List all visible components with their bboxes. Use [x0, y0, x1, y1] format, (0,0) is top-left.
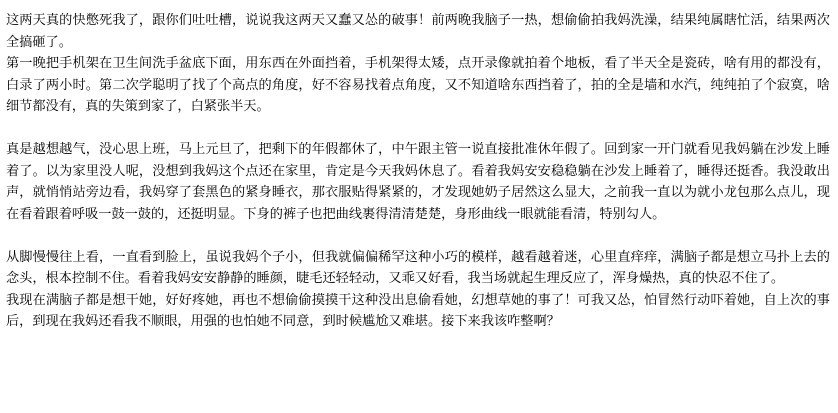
paragraph-spacer: [6, 225, 830, 247]
paragraph-2: 第一晚把手机架在卫生间洗手盆底下面，用东西在外面挡着，手机架得太矮，点开录像就拍着个地板，看了半天全是瓷砖，啥有用的都没有，白录了两小时。第二次学聪明了找了个高点的角度，好不容易找着点角度，又不知道啥东西挡着了，拍的全是墙和水汽，纯纯拍了个寂寞，啥细节都没有，真的失策到家了，白紧张半天。: [6, 56, 830, 114]
paragraph-3: 真是越想越气，没心思上班，马上元旦了，把剩下的年假都休了，中午跟主管一说直接批准休年假了。回到家一开门就看见我妈躺在沙发上睡着了。以为家里没人呢，没想到我妈这个点还在家里，肯定是今天我妈休息了。看着我妈安安稳稳躺在沙发上睡着了，睡得还挺香。我没敢出声，就悄悄站旁边看，我妈穿了套黑色的紧身睡衣，那衣服贴得紧紧的，才发现她奶子居然这么显大，之前我一直以为就小龙包那么点儿，现在看着跟着呼吸一鼓一鼓的，还挺明显。下身的裤子也把曲线裹得清清楚楚，身形曲线一眼就能看清，特别勾人。: [6, 142, 830, 222]
paragraph-4: 从脚慢慢往上看，一直看到脸上，虽说我妈个子小，但我就偏偏稀罕这种小巧的模样，越看越着迷，心里直痒痒，满脑子都是想立马扑上去的念头，根本控制不住。看着我妈安安静静的睡颜，睫毛还轻轻动，又乖又好看，我当场就起生理反应了，浑身燥热，真的快忍不住了。: [6, 249, 830, 286]
paragraph-spacer: [6, 118, 830, 140]
paragraph-5: 我现在满脑子都是想干她，好好疼她，再也不想偷偷摸摸干这种没出息偷看她，幻想草她的事了！可我又怂，怕冒然行动吓着她，自上次的事后，到现在我妈还看我不顺眼，用强的也怕她不同意，到时候尴尬又难堪。接下来我该咋整啊？: [6, 292, 830, 329]
paragraph-1: 这两天真的快憋死我了，跟你们吐吐槽，说说我这两天又蠢又怂的破事！前两晚我脑子一热，想偷偷拍我妈洗澡，结果纯属瞎忙活，结果两次全搞砸了。: [6, 13, 830, 50]
